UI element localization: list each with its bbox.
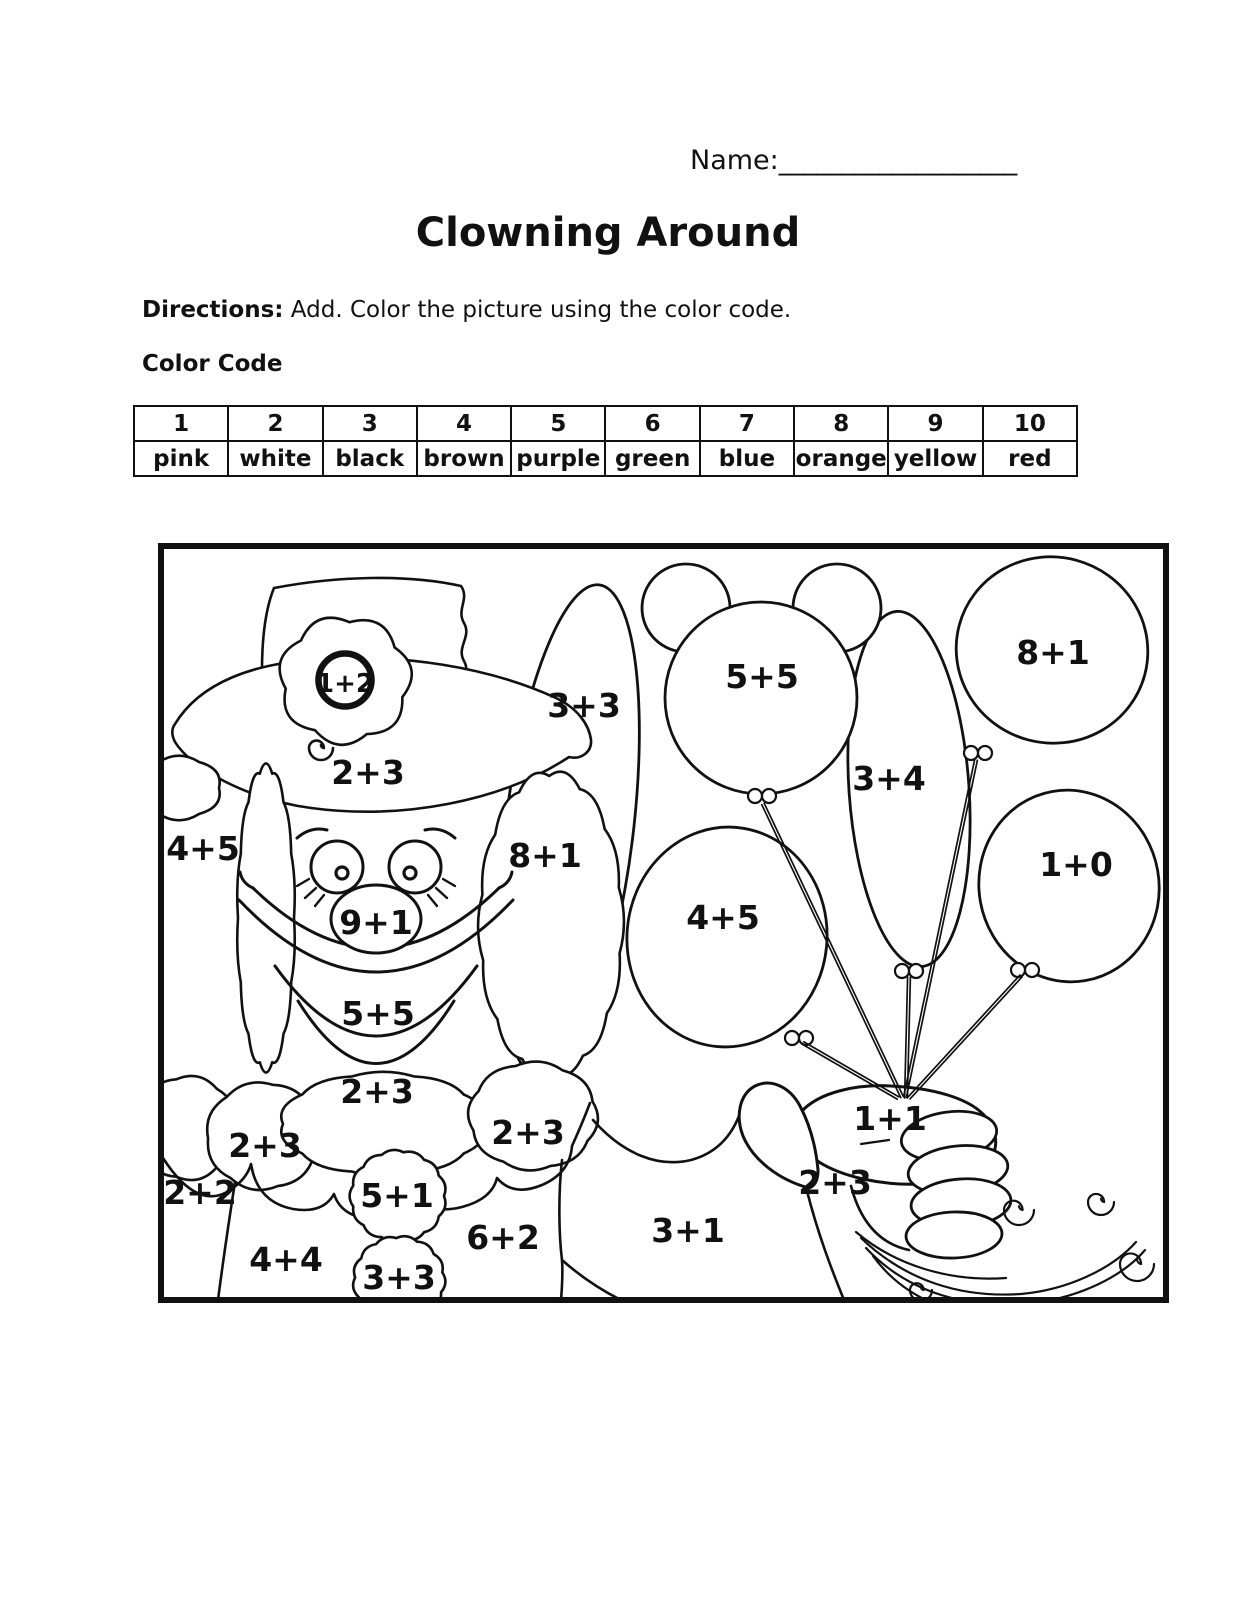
math-problem-pompom-bottom: 3+3 bbox=[362, 1258, 436, 1297]
color-cell: white bbox=[228, 441, 322, 476]
directions bbox=[142, 297, 791, 323]
math-problem-hat-brim: 2+3 bbox=[331, 753, 405, 792]
math-problem-balloon-bear: 5+5 bbox=[725, 657, 799, 696]
color-code-table bbox=[133, 405, 1078, 477]
name-blank: ___________________ bbox=[778, 145, 1017, 176]
color-code-colors-row bbox=[134, 441, 1077, 476]
number-cell: 9 bbox=[888, 406, 982, 441]
color-cell: black bbox=[323, 441, 417, 476]
color-cell: pink bbox=[134, 441, 228, 476]
math-problem-balloon-top-right: 8+1 bbox=[1016, 633, 1090, 672]
number-cell: 2 bbox=[228, 406, 322, 441]
number-cell: 6 bbox=[605, 406, 699, 441]
color-cell: green bbox=[605, 441, 699, 476]
math-problem-balloon-tall-right: 3+4 bbox=[852, 759, 926, 798]
number-cell: 1 bbox=[134, 406, 228, 441]
math-problem-collar-right: 2+3 bbox=[491, 1113, 565, 1152]
math-problem-collar-center: 2+3 bbox=[340, 1072, 414, 1111]
math-problem-balloon-middle: 4+5 bbox=[686, 898, 760, 937]
number-cell: 5 bbox=[511, 406, 605, 441]
number-cell: 10 bbox=[983, 406, 1077, 441]
math-problem-chin: 5+5 bbox=[341, 994, 415, 1033]
math-problem-balloon-tall-left: 3+3 bbox=[547, 686, 621, 725]
color-cell: red bbox=[983, 441, 1077, 476]
directions-label: Directions: bbox=[142, 297, 284, 323]
math-problem-glove-hand: 1+1 bbox=[853, 1099, 927, 1138]
name-label: Name: bbox=[690, 145, 779, 176]
math-problem-collar-left: 2+3 bbox=[228, 1126, 302, 1165]
color-code-heading: Color Code bbox=[142, 351, 283, 377]
color-cell: orange bbox=[794, 441, 888, 476]
math-problem-shirt-center: 6+2 bbox=[466, 1218, 540, 1257]
color-code-numbers-row bbox=[134, 406, 1077, 441]
math-problem-balloon-right: 1+0 bbox=[1039, 845, 1113, 884]
number-cell: 8 bbox=[794, 406, 888, 441]
number-cell: 4 bbox=[417, 406, 511, 441]
math-problem-glove-thumb: 2+3 bbox=[798, 1163, 872, 1202]
math-problem-flower-center: 1+2 bbox=[316, 669, 374, 699]
number-cell: 7 bbox=[700, 406, 794, 441]
math-problem-background-left: 4+5 bbox=[166, 829, 240, 868]
math-problem-sleeve: 3+1 bbox=[651, 1211, 725, 1250]
color-cell: brown bbox=[417, 441, 511, 476]
coloring-picture-frame bbox=[158, 543, 1169, 1303]
clown-balloons-coloring-picture bbox=[158, 543, 1169, 1303]
math-problem-shirt-left: 4+4 bbox=[249, 1240, 323, 1279]
color-cell: purple bbox=[511, 441, 605, 476]
math-problem-pompom-top: 5+1 bbox=[360, 1176, 434, 1215]
name-row bbox=[690, 145, 1016, 176]
page-title: Clowning Around bbox=[415, 210, 801, 256]
math-problem-background-bottom-left: 2+2 bbox=[163, 1173, 237, 1212]
math-problem-hair-right: 8+1 bbox=[508, 836, 582, 875]
color-cell: blue bbox=[700, 441, 794, 476]
directions-text: Add. Color the picture using the color code. bbox=[283, 297, 792, 323]
math-problem-nose: 9+1 bbox=[339, 903, 413, 942]
number-cell: 3 bbox=[323, 406, 417, 441]
color-cell: yellow bbox=[888, 441, 982, 476]
